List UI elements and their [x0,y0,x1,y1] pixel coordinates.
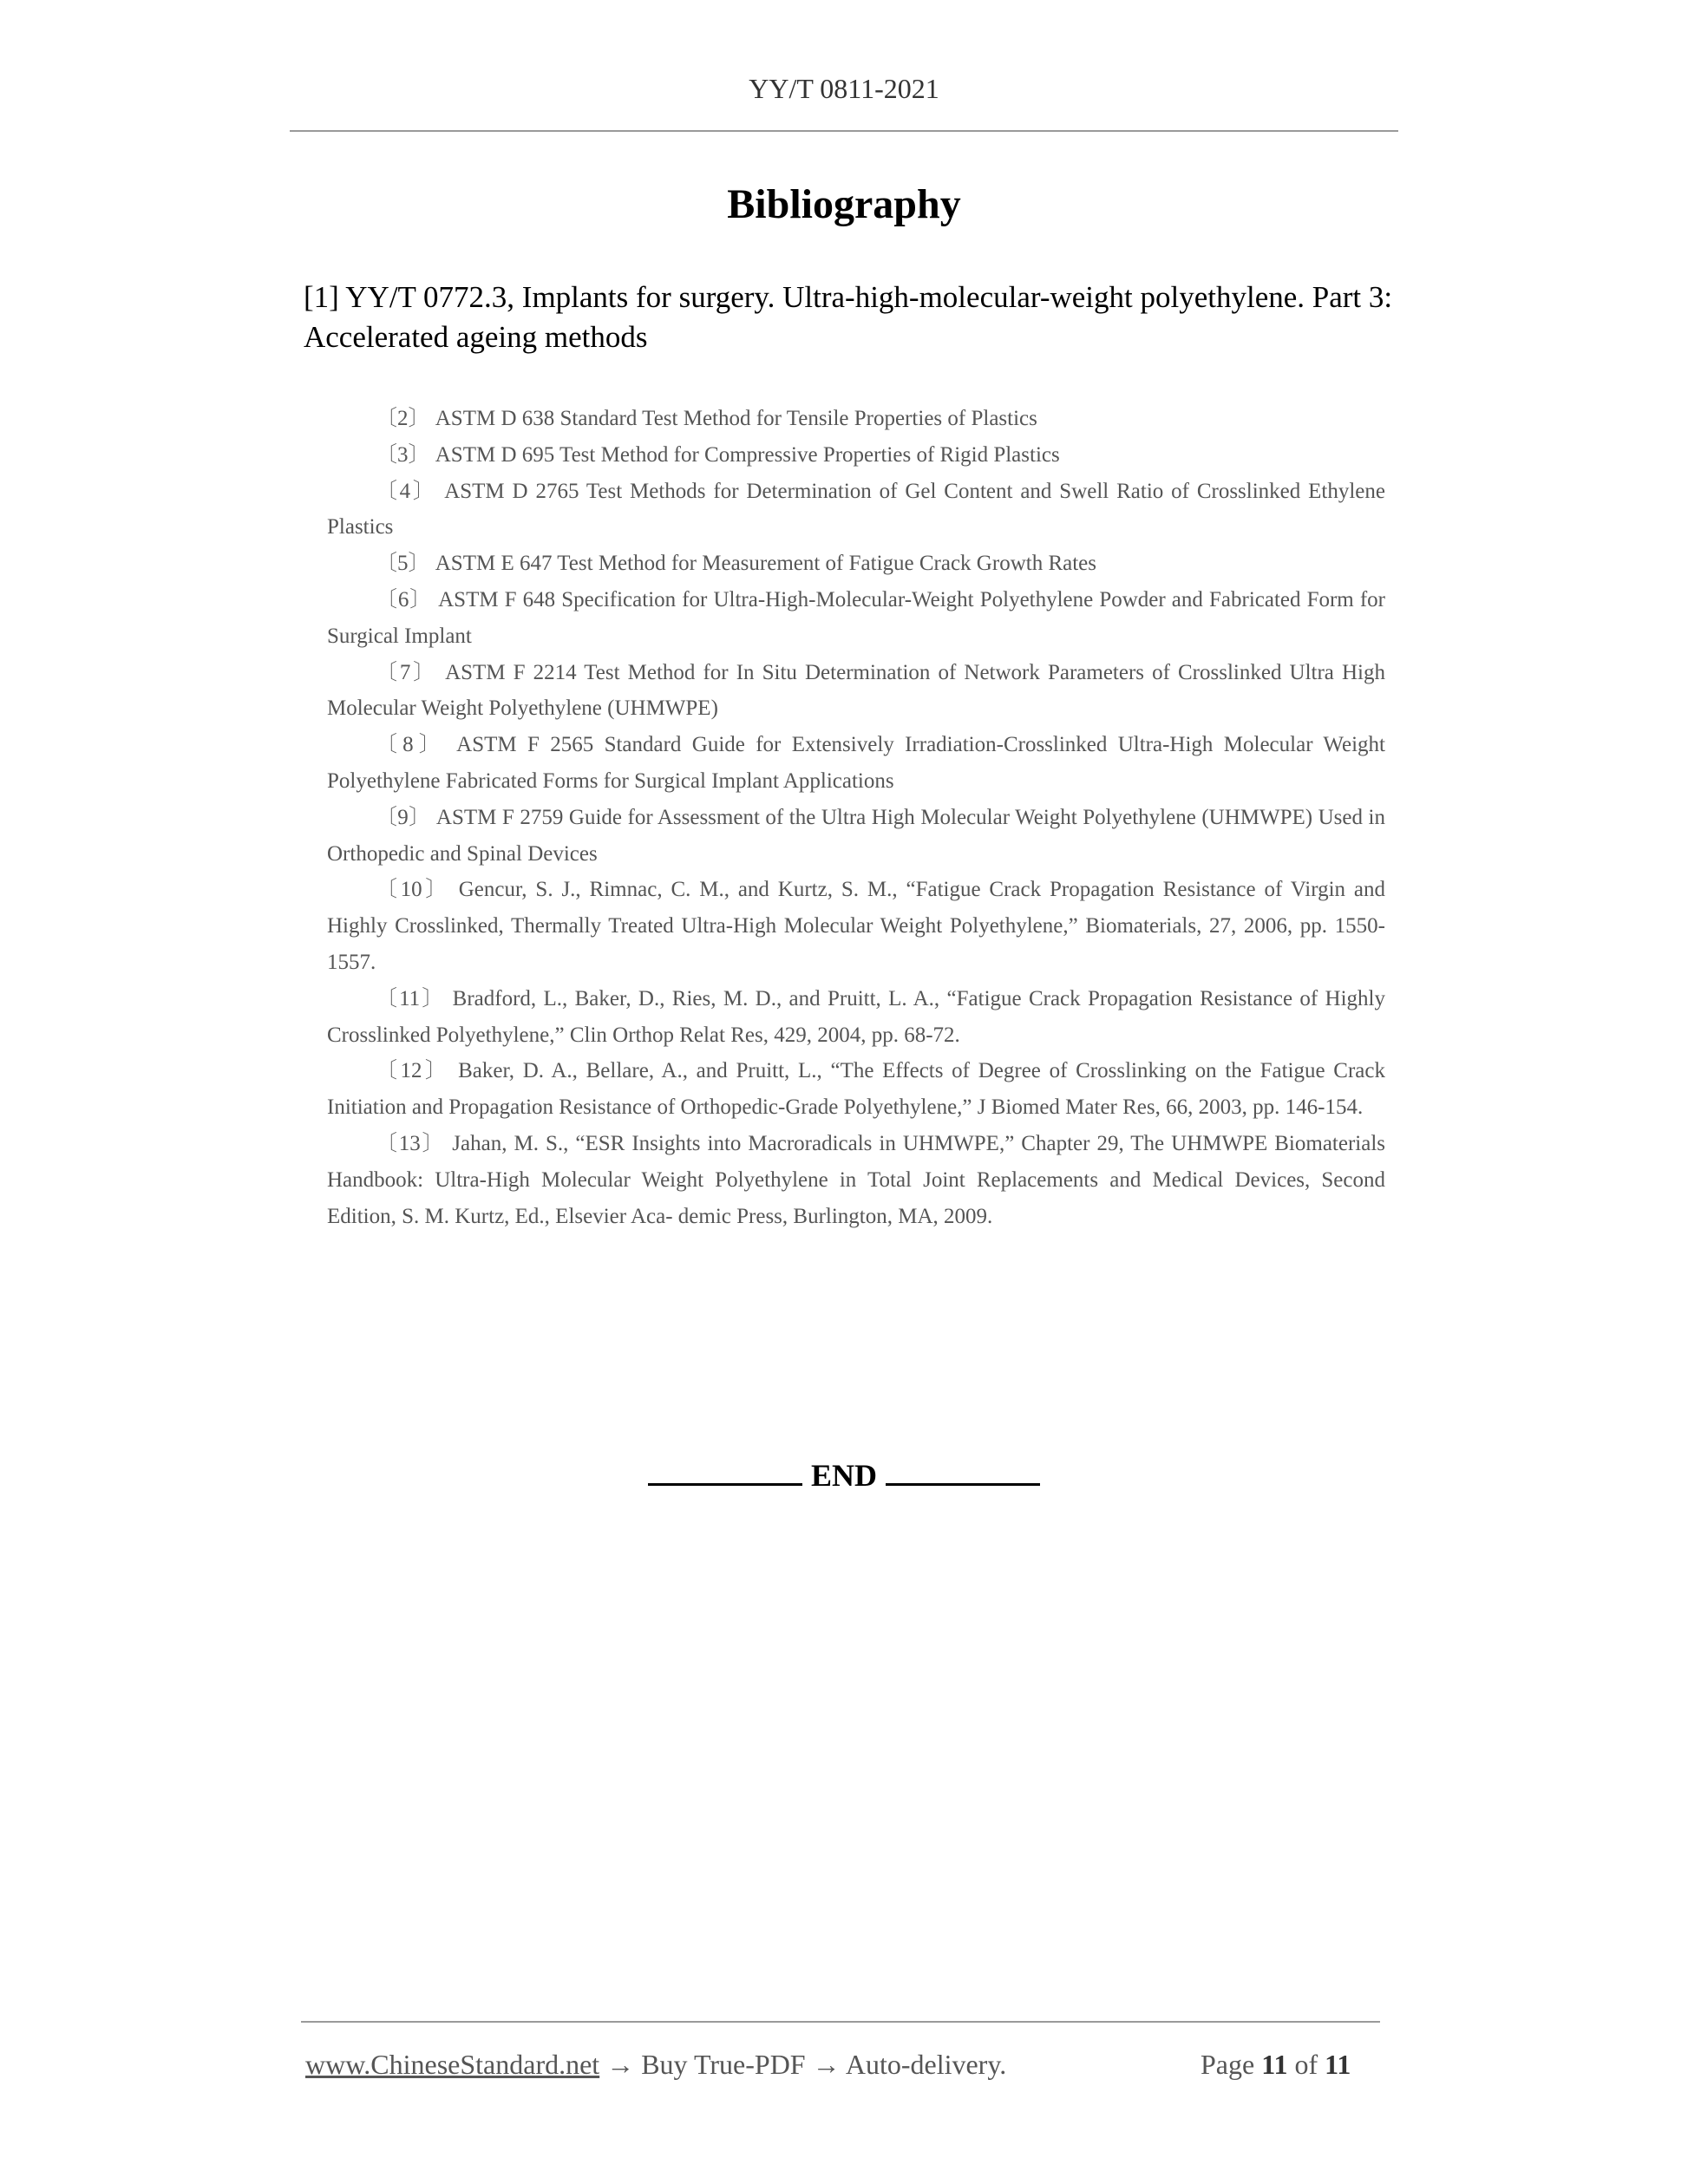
end-rule-right [886,1480,1040,1486]
reference-item: 〔2〕 ASTM D 638 Standard Test Method for Tensile Properties of Plastics [376,407,1037,430]
reference-item: 〔4〕 ASTM D 2765 Test Methods for Determination of Gel Content and Swell Ratio of Crosslinked Ethylene Plastics [327,479,1385,539]
reference-item: 〔3〕 ASTM D 695 Test Method for Compressive Properties of Rigid Plastics [376,442,1060,467]
end-marker [0,1457,1688,1494]
end-rule-left [648,1480,802,1486]
header-divider [290,130,1398,132]
footer-tagline: → Buy True-PDF → Auto-delivery. [599,2049,1007,2080]
page-of-label: of [1294,2049,1318,2080]
page-current: 11 [1261,2049,1288,2080]
page-indicator [1201,2049,1351,2081]
page-title: Bibliography [727,181,961,227]
reference-item: 〔6〕 ASTM F 648 Specification for Ultra-High-Molecular-Weight Polyethylene Powder and Fabricated Form for Surgical Implant [327,587,1385,648]
reference-item: 〔11〕 Bradford, L., Baker, D., Ries, M. D., and Pruitt, L. A., “Fatigue Crack Propagation Resistance of Highly Crosslinked Polyethylene,” Clin Orthop Relat Res, 429, 2004, pp. 68-72. [327,986,1385,1047]
footer-divider [301,2021,1380,2023]
reference-item: 〔9〕 ASTM F 2759 Guide for Assessment of the Ultra High Molecular Weight Polyethylene (UHMWPE) Used in Orthopedic and Spinal Devices [327,805,1385,866]
reference-item: 〔10〕 Gencur, S. J., Rimnac, C. M., and Kurtz, S. M., “Fatigue Crack Propagation Resistance of Virgin and Highly Crosslinked, Thermally Treated Ultra-High Molecular Weight Polyethylene,” Biomaterials, 27, 2006, pp. 1550-1557. [327,878,1385,974]
page-total: 11 [1325,2049,1351,2080]
page-label: Page [1201,2049,1255,2080]
reference-item: 〔5〕 ASTM E 647 Test Method for Measurement of Fatigue Crack Growth Rates [376,552,1096,576]
reference-item: 〔8〕 ASTM F 2565 Standard Guide for Extensively Irradiation-Crosslinked Ultra-High Molecular Weight Polyethylene Fabricated Forms for Surgical Implant Applications [327,733,1385,793]
footer-promo [305,2049,1006,2081]
end-marker-text: END [810,1458,877,1493]
reference-item: 〔13〕 Jahan, M. S., “ESR Insights into Macroradicals in UHMWPE,” Chapter 29, The UHMWPE Biomaterials Handbook: Ultra-High Molecular Weight Polyethylene in Total Joint Replacements and Medical Devices, Second Edition, S. M. Kurtz, Ed., Elsevier Aca- demic Press, Burlington, MA, 2009. [327,1131,1385,1228]
reference-item: 〔12〕 Baker, D. A., Bellare, A., and Pruitt, L., “The Effects of Degree of Crosslinking on the Fatigue Crack Initiation and Propagation Resistance of Orthopedic-Grade Polyethylene,” J Biomed Mater Res, 66, 2003, pp. 146-154. [327,1059,1385,1120]
reference-list [327,401,1385,1234]
reference-item: 〔7〕 ASTM F 2214 Test Method for In Situ Determination of Network Parameters of Crosslinked Ultra High Molecular Weight Polyethylene (UHMWPE) [327,660,1385,721]
document-code-header: YY/T 0811-2021 [749,73,939,104]
website-link[interactable]: www.ChineseStandard.net [305,2049,600,2080]
reference-1: [1] YY/T 0772.3, Implants for surgery. Ultra-high-molecular-weight polyethylene. Part 3: Accelerated ageing methods [304,280,1393,354]
